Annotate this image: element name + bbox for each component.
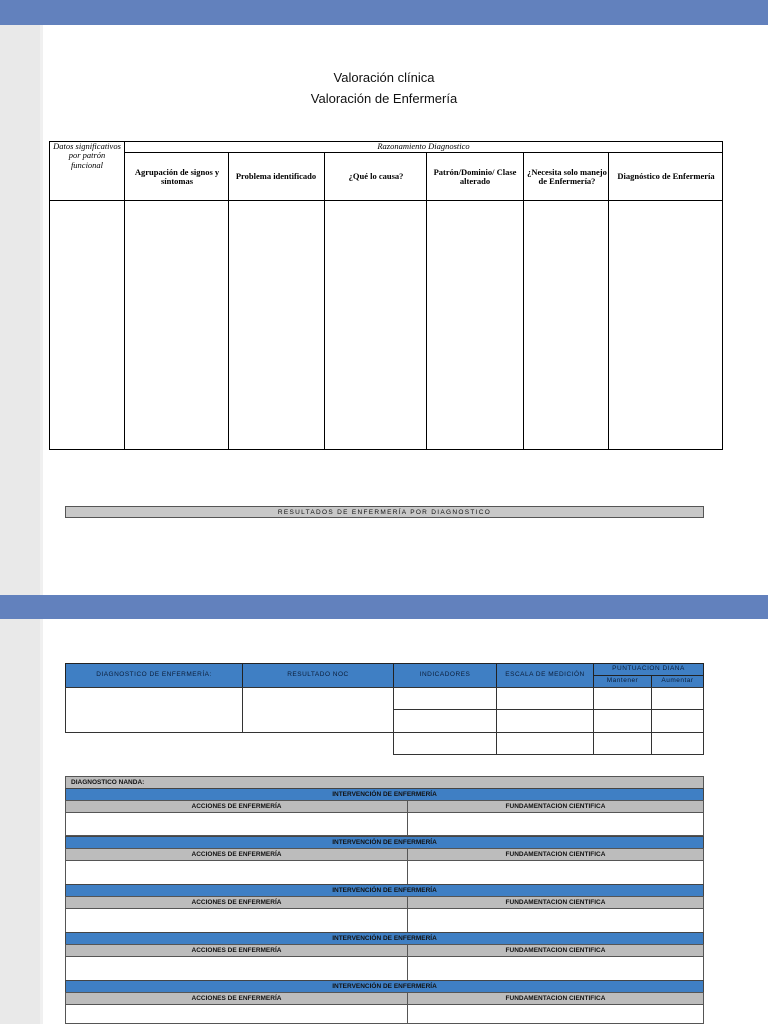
page-2-edge [40,619,43,1024]
col-patron-dominio-clase: Patrón/Dominio/ Clase alterado [433,166,517,186]
escala-cell[interactable] [496,709,594,733]
fundamentacion-header: FUNDAMENTACION CIENTIFICA [407,944,704,957]
aumentar-cell[interactable] [651,709,704,733]
fundamentacion-header: FUNDAMENTACION CIENTIFICA [407,992,704,1005]
aumentar-cell[interactable] [651,732,704,755]
aumentar-cell[interactable] [651,687,704,710]
indicador-cell[interactable] [393,687,497,710]
header-resultado-noc: RESULTADO NOC [242,663,394,688]
header-escala-medicion: ESCALA DE MEDICIÓN [496,663,594,688]
acciones-input-cell[interactable] [65,860,408,885]
header-diagnostico-enfermeria: DIAGNOSTICO DE ENFERMERÍA: [65,663,243,688]
header-mantener: Mantener [593,675,652,688]
assessment-table [49,141,723,451]
acciones-header: ACCIONES DE ENFERMERÍA [65,800,408,813]
fundamentacion-header: FUNDAMENTACION CIENTIFICA [407,896,704,909]
acciones-header: ACCIONES DE ENFERMERÍA [65,944,408,957]
col-necesita-manejo: ¿Necesita solo manejo de Enfermería? [527,166,607,186]
fundamentacion-input-cell[interactable] [407,908,704,933]
results-band: RESULTADOS DE ENFERMERÍA POR DIAGNOSTICO [65,506,704,518]
header-aumentar: Aumentar [651,675,704,688]
intervencion-header: INTERVENCIÓN DE ENFERMERÍA [65,788,704,801]
fundamentacion-input-cell[interactable] [407,860,704,885]
indicador-cell[interactable] [393,709,497,733]
noc-table [65,663,704,755]
resultado-noc-input-cell[interactable] [242,687,394,733]
mantener-cell[interactable] [593,709,652,733]
patron-funcional-header: Datos significativos por patrón funcional [53,141,121,170]
page-separator-middle [0,595,768,619]
page-1-edge [40,25,43,595]
col-diagnostico-enfermeria: Diagnóstico de Enfermería [617,171,715,182]
acciones-input-cell[interactable] [65,1004,408,1024]
escala-cell[interactable] [496,732,594,755]
acciones-header: ACCIONES DE ENFERMERÍA [65,848,408,861]
col-agrupacion-signos: Agrupación de signos y síntomas [134,166,220,186]
razonamiento-diagnostico-header: Razonamiento Diagnostico [377,141,470,151]
acciones-input-cell[interactable] [65,812,408,836]
document-subtitle: Valoración de Enfermería [310,91,458,106]
nanda-section [65,776,704,1024]
diagnostico-nanda-label: DIAGNOSTICO NANDA: [65,776,704,789]
diagnostico-input-cell[interactable] [65,687,243,733]
col-problema-identificado: Problema identificado [235,171,317,182]
fundamentacion-header: FUNDAMENTACION CIENTIFICA [407,800,704,813]
intervencion-header: INTERVENCIÓN DE ENFERMERÍA [65,884,704,897]
fundamentacion-input-cell[interactable] [407,1004,704,1024]
document-title: Valoración clínica [333,70,435,85]
fundamentacion-input-cell[interactable] [407,812,704,836]
intervencion-header: INTERVENCIÓN DE ENFERMERÍA [65,932,704,945]
fundamentacion-header: FUNDAMENTACION CIENTIFICA [407,848,704,861]
acciones-input-cell[interactable] [65,908,408,933]
header-indicadores: INDICADORES [393,663,497,688]
page-separator-top [0,0,768,25]
acciones-input-cell[interactable] [65,956,408,981]
mantener-cell[interactable] [593,732,652,755]
indicador-cell[interactable] [393,732,497,755]
acciones-header: ACCIONES DE ENFERMERÍA [65,992,408,1005]
intervencion-header: INTERVENCIÓN DE ENFERMERÍA [65,980,704,993]
fundamentacion-input-cell[interactable] [407,956,704,981]
acciones-header: ACCIONES DE ENFERMERÍA [65,896,408,909]
intervencion-header: INTERVENCIÓN DE ENFERMERÍA [65,836,704,849]
mantener-cell[interactable] [593,687,652,710]
col-que-lo-causa: ¿Qué lo causa? [348,171,404,182]
escala-cell[interactable] [496,687,594,710]
header-puntuacion-diana: PUNTUACION DIANA [593,663,704,676]
